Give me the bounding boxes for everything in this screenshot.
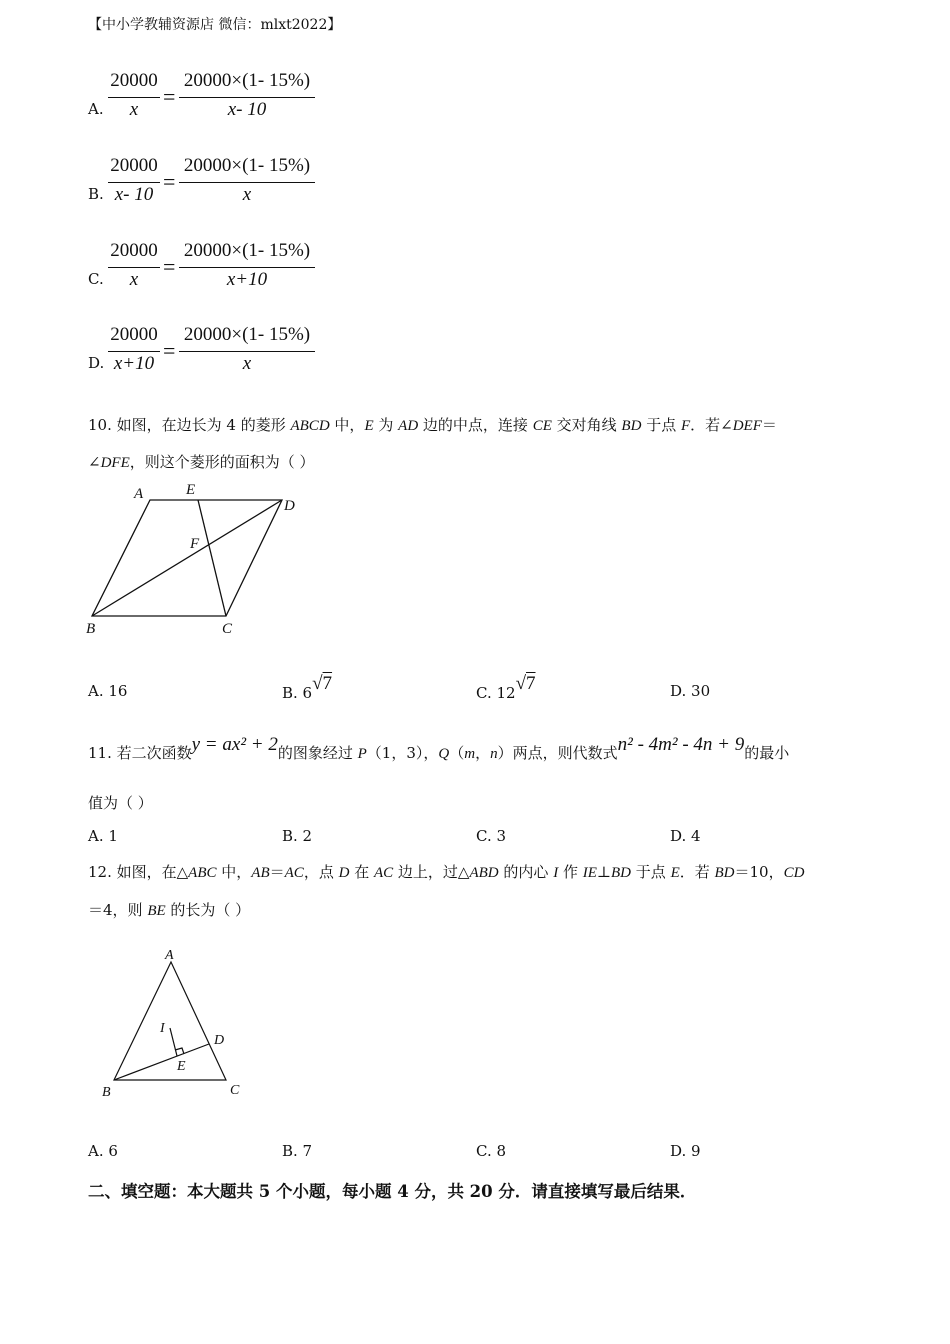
- q12-choice-b[interactable]: B. 7: [282, 1142, 313, 1160]
- lhs-fraction-numerator: 20000: [110, 70, 158, 91]
- label-A: A: [165, 948, 174, 963]
- segment-ie: [170, 1028, 177, 1056]
- option-label: A.: [88, 100, 104, 118]
- rhs-fraction-numerator: 20000×(1- 15%): [183, 155, 311, 176]
- q12-line1: 12. 如图，在△ABC 中，AB＝AC，点 D 在 AC 边上，过△ABD 的内心 I 作 IE⊥BD 于点 E．若 BD＝10，CD: [88, 863, 805, 881]
- lhs-fraction: [108, 70, 160, 126]
- lhs-fraction: [108, 240, 160, 296]
- rhs-fraction-denominator: x- 10: [227, 99, 267, 120]
- header-watermark: 【中小学教辅资源店 微信：mlxt2022】: [88, 17, 342, 33]
- lhs-fraction-denominator: x: [129, 99, 139, 120]
- lhs-fraction-numerator: 20000: [110, 155, 158, 176]
- rhs-fraction-numerator: 20000×(1- 15%): [183, 324, 311, 345]
- rhs-fraction-denominator: x+10: [226, 269, 268, 290]
- label-A: A: [134, 486, 144, 502]
- lhs-fraction-numerator: 20000: [110, 240, 158, 261]
- q12-choice-c[interactable]: C. 8: [476, 1142, 507, 1160]
- label-I: I: [160, 1021, 165, 1036]
- rhs-fraction: [179, 70, 315, 126]
- q11-choice-d[interactable]: D. 4: [670, 827, 701, 845]
- label-C: C: [230, 1083, 240, 1098]
- q11-line1: 11. 若二次函数y = ax² + 2的图象经过 P（1，3），Q（m，n）两点，则代数式n² - 4m² - 4n + 9的最小: [88, 734, 790, 762]
- lhs-fraction-denominator: x: [129, 269, 139, 290]
- q11-line2: 值为（ ）: [88, 794, 153, 812]
- rhs-fraction-numerator: 20000×(1- 15%): [183, 240, 311, 261]
- rhs-fraction: [179, 155, 315, 211]
- q11-expression: n² - 4m² - 4n + 9: [617, 734, 745, 755]
- label-F: F: [190, 536, 200, 552]
- q12-choice-d[interactable]: D. 9: [670, 1142, 701, 1160]
- triangle-abc: [114, 962, 226, 1080]
- q10-line1: 10. 如图，在边长为 4 的菱形 ABCD 中，E 为 AD 边的中点，连接 CE 交对角线 BD 于点 F．若∠DEF＝: [88, 416, 777, 434]
- option-label: D.: [88, 354, 105, 372]
- lhs-fraction-denominator: x- 10: [114, 184, 154, 205]
- section-2-heading: 二、填空题：本大题共 5 个小题，每小题 4 分，共 20 分．请直接填写最后结果．: [88, 1182, 697, 1201]
- label-D: D: [214, 1033, 225, 1048]
- equals-sign: =: [163, 84, 176, 109]
- q10-rhombus-figure: [80, 478, 320, 640]
- lhs-fraction-numerator: 20000: [110, 324, 158, 345]
- q10-choice-b[interactable]: B. 6√7: [282, 673, 333, 702]
- rhs-fraction-denominator: x: [242, 184, 252, 205]
- rhs-fraction: [179, 240, 315, 296]
- lhs-fraction: [108, 324, 160, 380]
- q10-choice-a[interactable]: A. 16: [88, 682, 128, 700]
- lhs-fraction-denominator: x+10: [113, 353, 155, 374]
- rhs-fraction: [179, 324, 315, 380]
- label-E: E: [177, 1059, 186, 1074]
- lhs-fraction: [108, 155, 160, 211]
- q10-choice-d[interactable]: D. 30: [670, 682, 711, 700]
- q11-choice-a[interactable]: A. 1: [88, 827, 118, 845]
- q11-function: y = ax² + 2: [191, 734, 278, 755]
- q12-triangle-figure: [96, 940, 256, 1105]
- equals-sign: =: [163, 169, 176, 194]
- q12-choice-a[interactable]: A. 6: [88, 1142, 118, 1160]
- q12-line2: ＝4，则 BE 的长为（ ）: [88, 901, 251, 919]
- label-D: D: [284, 498, 295, 514]
- q11-choice-c[interactable]: C. 3: [476, 827, 507, 845]
- label-E: E: [186, 482, 196, 498]
- option-label: B.: [88, 185, 104, 203]
- rhs-fraction-numerator: 20000×(1- 15%): [183, 70, 311, 91]
- option-label: C.: [88, 270, 104, 288]
- q11-choice-b[interactable]: B. 2: [282, 827, 313, 845]
- q10-line2: ∠DFE，则这个菱形的面积为（ ）: [88, 453, 315, 471]
- equals-sign: =: [163, 254, 176, 279]
- label-B: B: [102, 1085, 111, 1100]
- q10-choice-c[interactable]: C. 12√7: [476, 673, 536, 702]
- label-C: C: [222, 621, 233, 637]
- segment-ce: [198, 500, 226, 616]
- equals-sign: =: [163, 338, 176, 363]
- label-B: B: [86, 621, 96, 637]
- rhs-fraction-denominator: x: [242, 353, 252, 374]
